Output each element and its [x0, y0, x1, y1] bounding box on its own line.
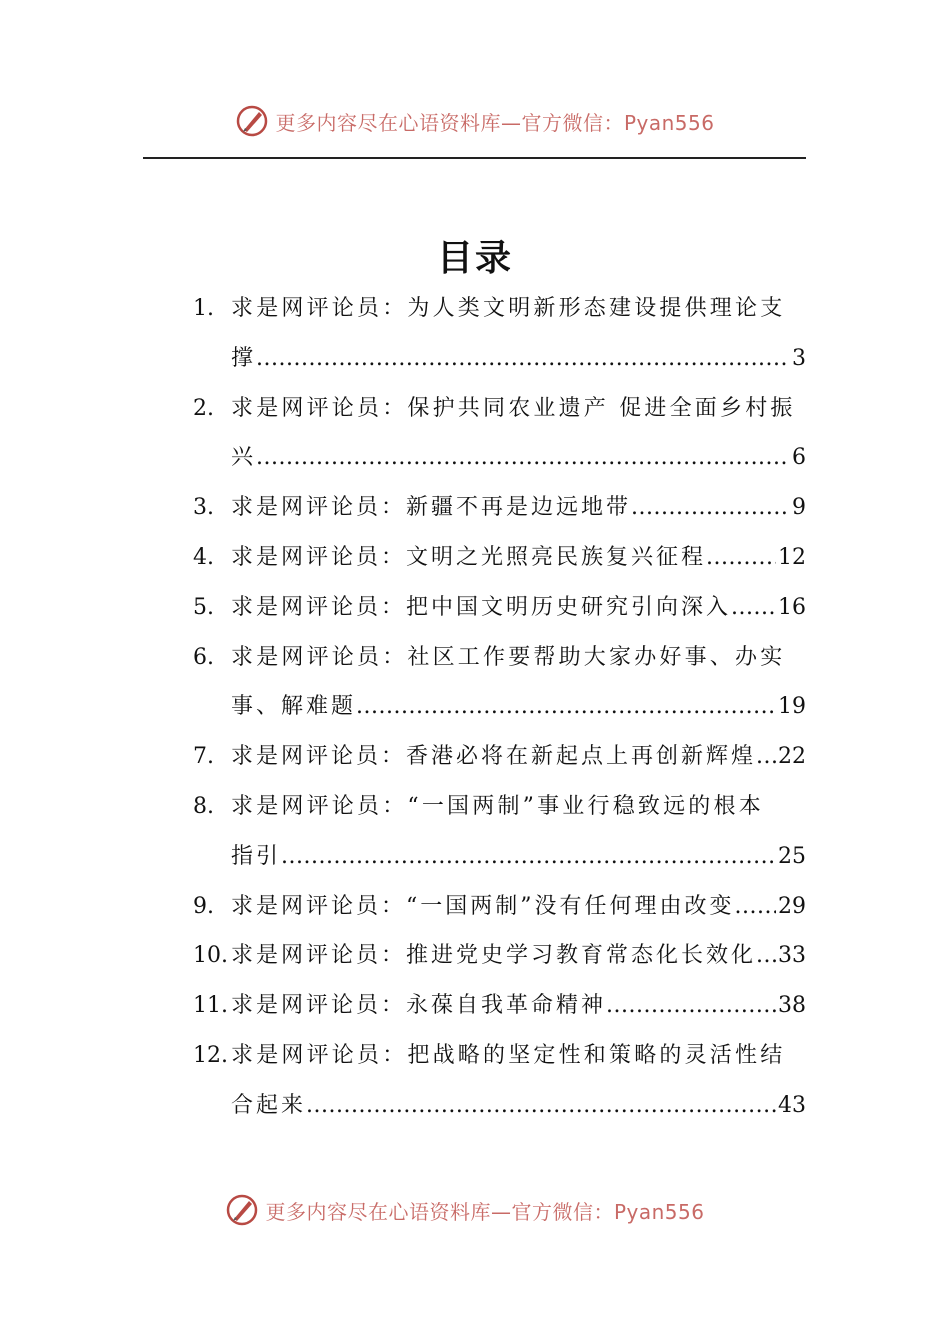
toc-page-number: 33 [778, 943, 806, 969]
dot-leader [306, 1081, 776, 1131]
toc-entry-number: 1. [193, 296, 214, 321]
dot-leader [756, 931, 776, 981]
toc-page-number: 12 [778, 544, 806, 570]
toc-entry[interactable] [193, 633, 806, 733]
toc-entry-number: 6. [193, 644, 214, 670]
dot-leader [256, 433, 790, 483]
toc-page-number: 38 [778, 993, 806, 1019]
toc-entry[interactable] [193, 1031, 806, 1131]
toc-entry[interactable] [193, 384, 806, 484]
banner-text: 更多内容尽在心语资料库—官方微信：Pyan556 [275, 110, 715, 135]
toc-entry[interactable] [193, 782, 806, 882]
toc-entry-title: 求是网评论员：永葆自我革命精神 [231, 993, 607, 1019]
toc-entry-title: 求是网评论员：“一国两制”事业行稳致远的根本 [231, 793, 764, 819]
dot-leader [735, 882, 777, 932]
quill-pen-logo-icon [235, 104, 269, 138]
toc-entry[interactable] [193, 284, 806, 384]
toc-page-number: 16 [778, 594, 806, 620]
toc-entry[interactable] [193, 583, 806, 633]
toc-entry-title-continued: 指引 [231, 843, 282, 869]
toc-page-number: 22 [778, 744, 806, 770]
banner-text: 更多内容尽在心语资料库—官方微信：Pyan556 [265, 1199, 705, 1224]
dot-leader [706, 533, 776, 583]
footer-banner [0, 1193, 940, 1227]
toc-entry[interactable] [193, 931, 806, 981]
toc-entry-number: 11. [193, 993, 228, 1019]
toc-entry-title: 求是网评论员：保护共同农业遗产 促进全面乡村振 [231, 395, 796, 421]
toc-page-number: 9 [792, 495, 806, 521]
toc-entry[interactable] [193, 533, 806, 583]
toc-entry-title: 求是网评论员：为人类文明新形态建设提供理论支 [231, 296, 786, 321]
dot-leader [256, 334, 790, 384]
toc-entry-number: 9. [193, 893, 214, 919]
toc-entry-title-continued: 事、解难题 [231, 694, 357, 720]
toc-entry-title: 求是网评论员：新疆不再是边远地带 [231, 495, 632, 521]
page-title: 目录 [436, 237, 513, 279]
toc-entry[interactable] [193, 732, 806, 782]
toc-page-number: 19 [778, 694, 806, 720]
dot-leader [731, 583, 776, 633]
toc-page-number: 29 [778, 893, 806, 919]
toc-entry-number: 2. [193, 395, 214, 421]
dot-leader [281, 832, 776, 882]
dot-leader [356, 682, 776, 732]
toc-page-number: 3 [792, 345, 806, 371]
dot-leader [631, 483, 790, 533]
toc-entry-number: 8. [193, 793, 214, 819]
toc-entry-number: 5. [193, 594, 214, 620]
toc-entry-title-continued: 撑 [231, 345, 257, 371]
toc-entry-title: 求是网评论员：把中国文明历史研究引向深入 [231, 594, 732, 620]
toc-entry-number: 12. [193, 1042, 228, 1068]
toc-entry-title: 求是网评论员：社区工作要帮助大家办好事、办实 [231, 644, 786, 670]
toc-entry-number: 7. [193, 744, 214, 770]
toc-page-number: 43 [778, 1092, 806, 1118]
toc-entry-number: 4. [193, 544, 214, 570]
toc-page-number: 25 [778, 843, 806, 869]
toc-entry-title: 求是网评论员：文明之光照亮民族复兴征程 [231, 544, 707, 570]
dot-leader [756, 732, 776, 782]
toc-entry-title-continued: 兴 [231, 445, 257, 471]
header-divider [143, 157, 806, 159]
quill-pen-logo-icon [225, 1193, 259, 1227]
toc-page-number: 6 [792, 445, 806, 471]
toc-entry-title: 求是网评论员：推进党史学习教育常态化长效化 [231, 943, 757, 969]
toc-entry-title: 求是网评论员：香港必将在新起点上再创新辉煌 [231, 744, 757, 770]
toc-entry[interactable] [193, 483, 806, 533]
toc-entry-title-continued: 合起来 [231, 1092, 307, 1118]
toc-entry[interactable] [193, 981, 806, 1031]
dot-leader [606, 981, 776, 1031]
header-banner [0, 104, 950, 138]
toc-entry-number: 3. [193, 495, 214, 521]
toc-entry-number: 10. [193, 943, 228, 969]
toc-entry-title: 求是网评论员：“一国两制”没有任何理由改变 [231, 893, 735, 919]
toc-entry-title: 求是网评论员：把战略的坚定性和策略的灵活性结 [231, 1042, 786, 1068]
table-of-contents [193, 284, 806, 1131]
toc-entry[interactable] [193, 882, 806, 932]
